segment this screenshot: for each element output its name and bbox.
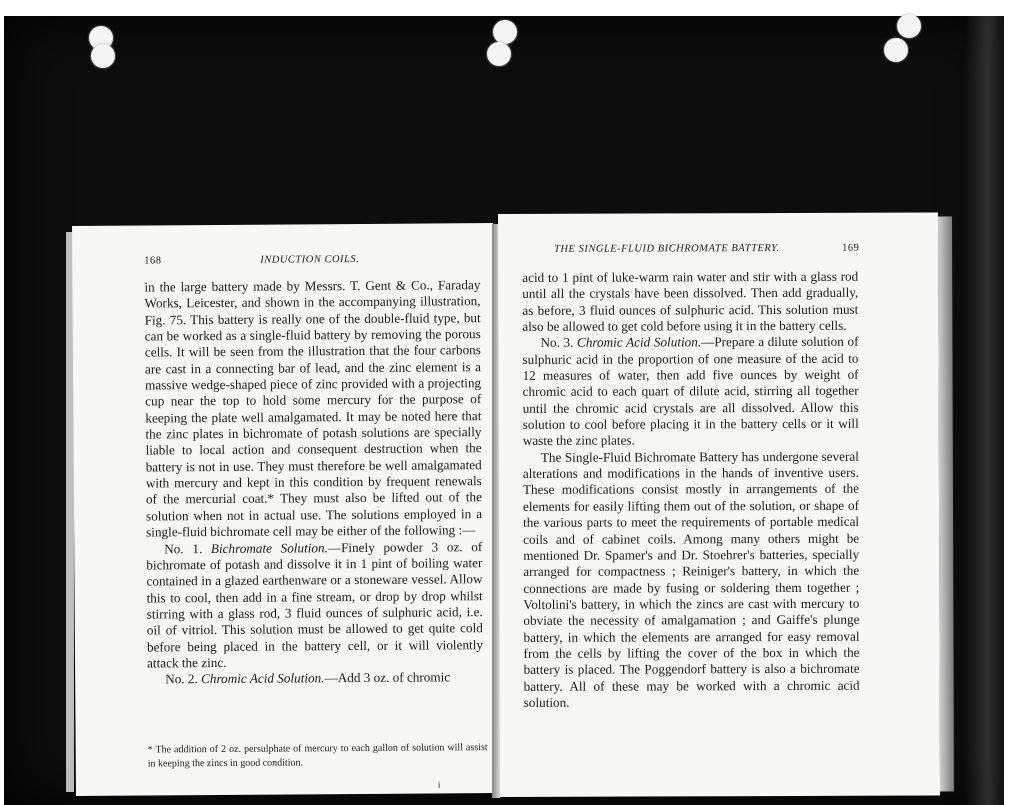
right-running-title: THE SINGLE-FLUID BICHROMATE BATTERY. [554, 243, 780, 255]
no2-heading: Chromic Acid Solution. [201, 670, 325, 687]
left-running-title: INDUCTION COILS. [260, 253, 360, 266]
no2-label: No. 2. [165, 671, 198, 687]
binder-hole-2 [91, 44, 115, 68]
left-page [72, 223, 497, 796]
no3-label: No. 3. [540, 335, 574, 351]
right-running-head [554, 242, 860, 255]
left-page-number: 168 [144, 255, 162, 267]
binder-hole-5 [897, 14, 921, 38]
footnote: * The addition of 2 oz. persulphate of mercury to each gallon of solution will assist in keeping the zincs in good condition. [147, 742, 488, 770]
bottom-mark: i [437, 779, 441, 790]
left-paragraph-no1 [146, 539, 483, 672]
left-paragraph-no2 [147, 669, 483, 688]
right-page-number: 169 [842, 242, 860, 254]
no3-text: —Prepare a dilute solution of sulphuric acid in the proportion of one measure of the acid to 12 measures of water, then add five ounces by weight of chromic acid to each quart of dilute acid, stirring all together until the chromic acid crystals are all dissolved. Allow this solution to cool before placing it in the battery cells or it will waste the zinc plates. [522, 334, 859, 449]
left-body-text [144, 277, 483, 688]
no1-label: No. 1. [164, 540, 203, 556]
no2-text: —Add 3 oz. of chromic [324, 669, 451, 686]
binder-hole-4 [487, 42, 511, 66]
no1-text: —Finely powder 3 oz. of bichromate of potash and dissolve it in 1 pint of boiling water contained in a glazed earthenware or a stoneware vessel. Allow this to cool, then add in a fine stream, or drop by drop whilst stirring with a glass rod, 3 fluid ounces of sulphuric acid, i.e. oil of vitriol. This solution must be allowed to get quite cold before being placed in the battery cell, or it will violently attack the zinc. [146, 538, 483, 671]
right-body-text [522, 269, 860, 711]
right-paragraph-continuation: acid to 1 pint of luke-warm rain water and stir with a glass rod until all the crystals have been dissolved. Then add gradually, as before, 3 fluid ounces of sulphuric acid. This solution must also be allowed to get cold before using it in the battery cells. [522, 268, 859, 334]
binder-hole-6 [884, 38, 908, 62]
left-paragraph-1: in the large battery made by Messrs. T. Gent & Co., Faraday Works, Leicester, and shown in the accompanying illustration, Fig. 75. This battery is really one of the double-fluid type, but can be worked as a single-fluid battery by removing the porous cells. It will be seen from the illustration that the four carbons are cast in a connecting bar of lead, and the zinc element is a massive wedge-shaped piece of zinc provided with a projecting cup near the top to hold some mercury for the purpose of keeping the plate well amalgamated. It may be noted here that the zinc plates in bichromate of potash solutions are specially liable to local action and consequent destruction when the battery is not in use. They must therefore be well amalgamated with mercury and kept in this condition by frequent renewals of the mercurial coat.* They must also be lifted out of the solution when not in actual use. The solutions employed in a single-fluid bichromate cell may be either of the following :— [144, 277, 483, 540]
right-paragraph-closing: The Single-Fluid Bichromate Battery has undergone several alterations and modifications in the hands of inventive users. These modifications consist mostly in arrangements of the elements for easily lifting them out of the solution, or shape of the various parts to meet the requirements of portable medical coils and of cabinet coils. Among many others might be mentioned Dr. Spamer's and Dr. Stoehrer's batteries, specially arranged for compactness ; Reiniger's battery, in which the connections are made by fusing or soldering them together ; Voltolini's battery, in which the zincs are cast with mercury to obviate the necessity of amalgamation ; and Gaiffe's plunge battery, in which the elements are arranged for easy removal from the cells by lifting the cover of the box in which the battery is placed. The Poggendorf battery is also a bichromate battery. All of these may be worked with a chromic acid solution. [522, 448, 860, 710]
binder-hole-3 [493, 20, 517, 44]
right-page [498, 212, 940, 797]
left-running-head [144, 253, 480, 266]
no3-heading: Chromic Acid Solution. [576, 334, 702, 351]
no1-heading: Bichromate Solution. [210, 539, 328, 556]
right-paragraph-no3 [522, 334, 858, 450]
